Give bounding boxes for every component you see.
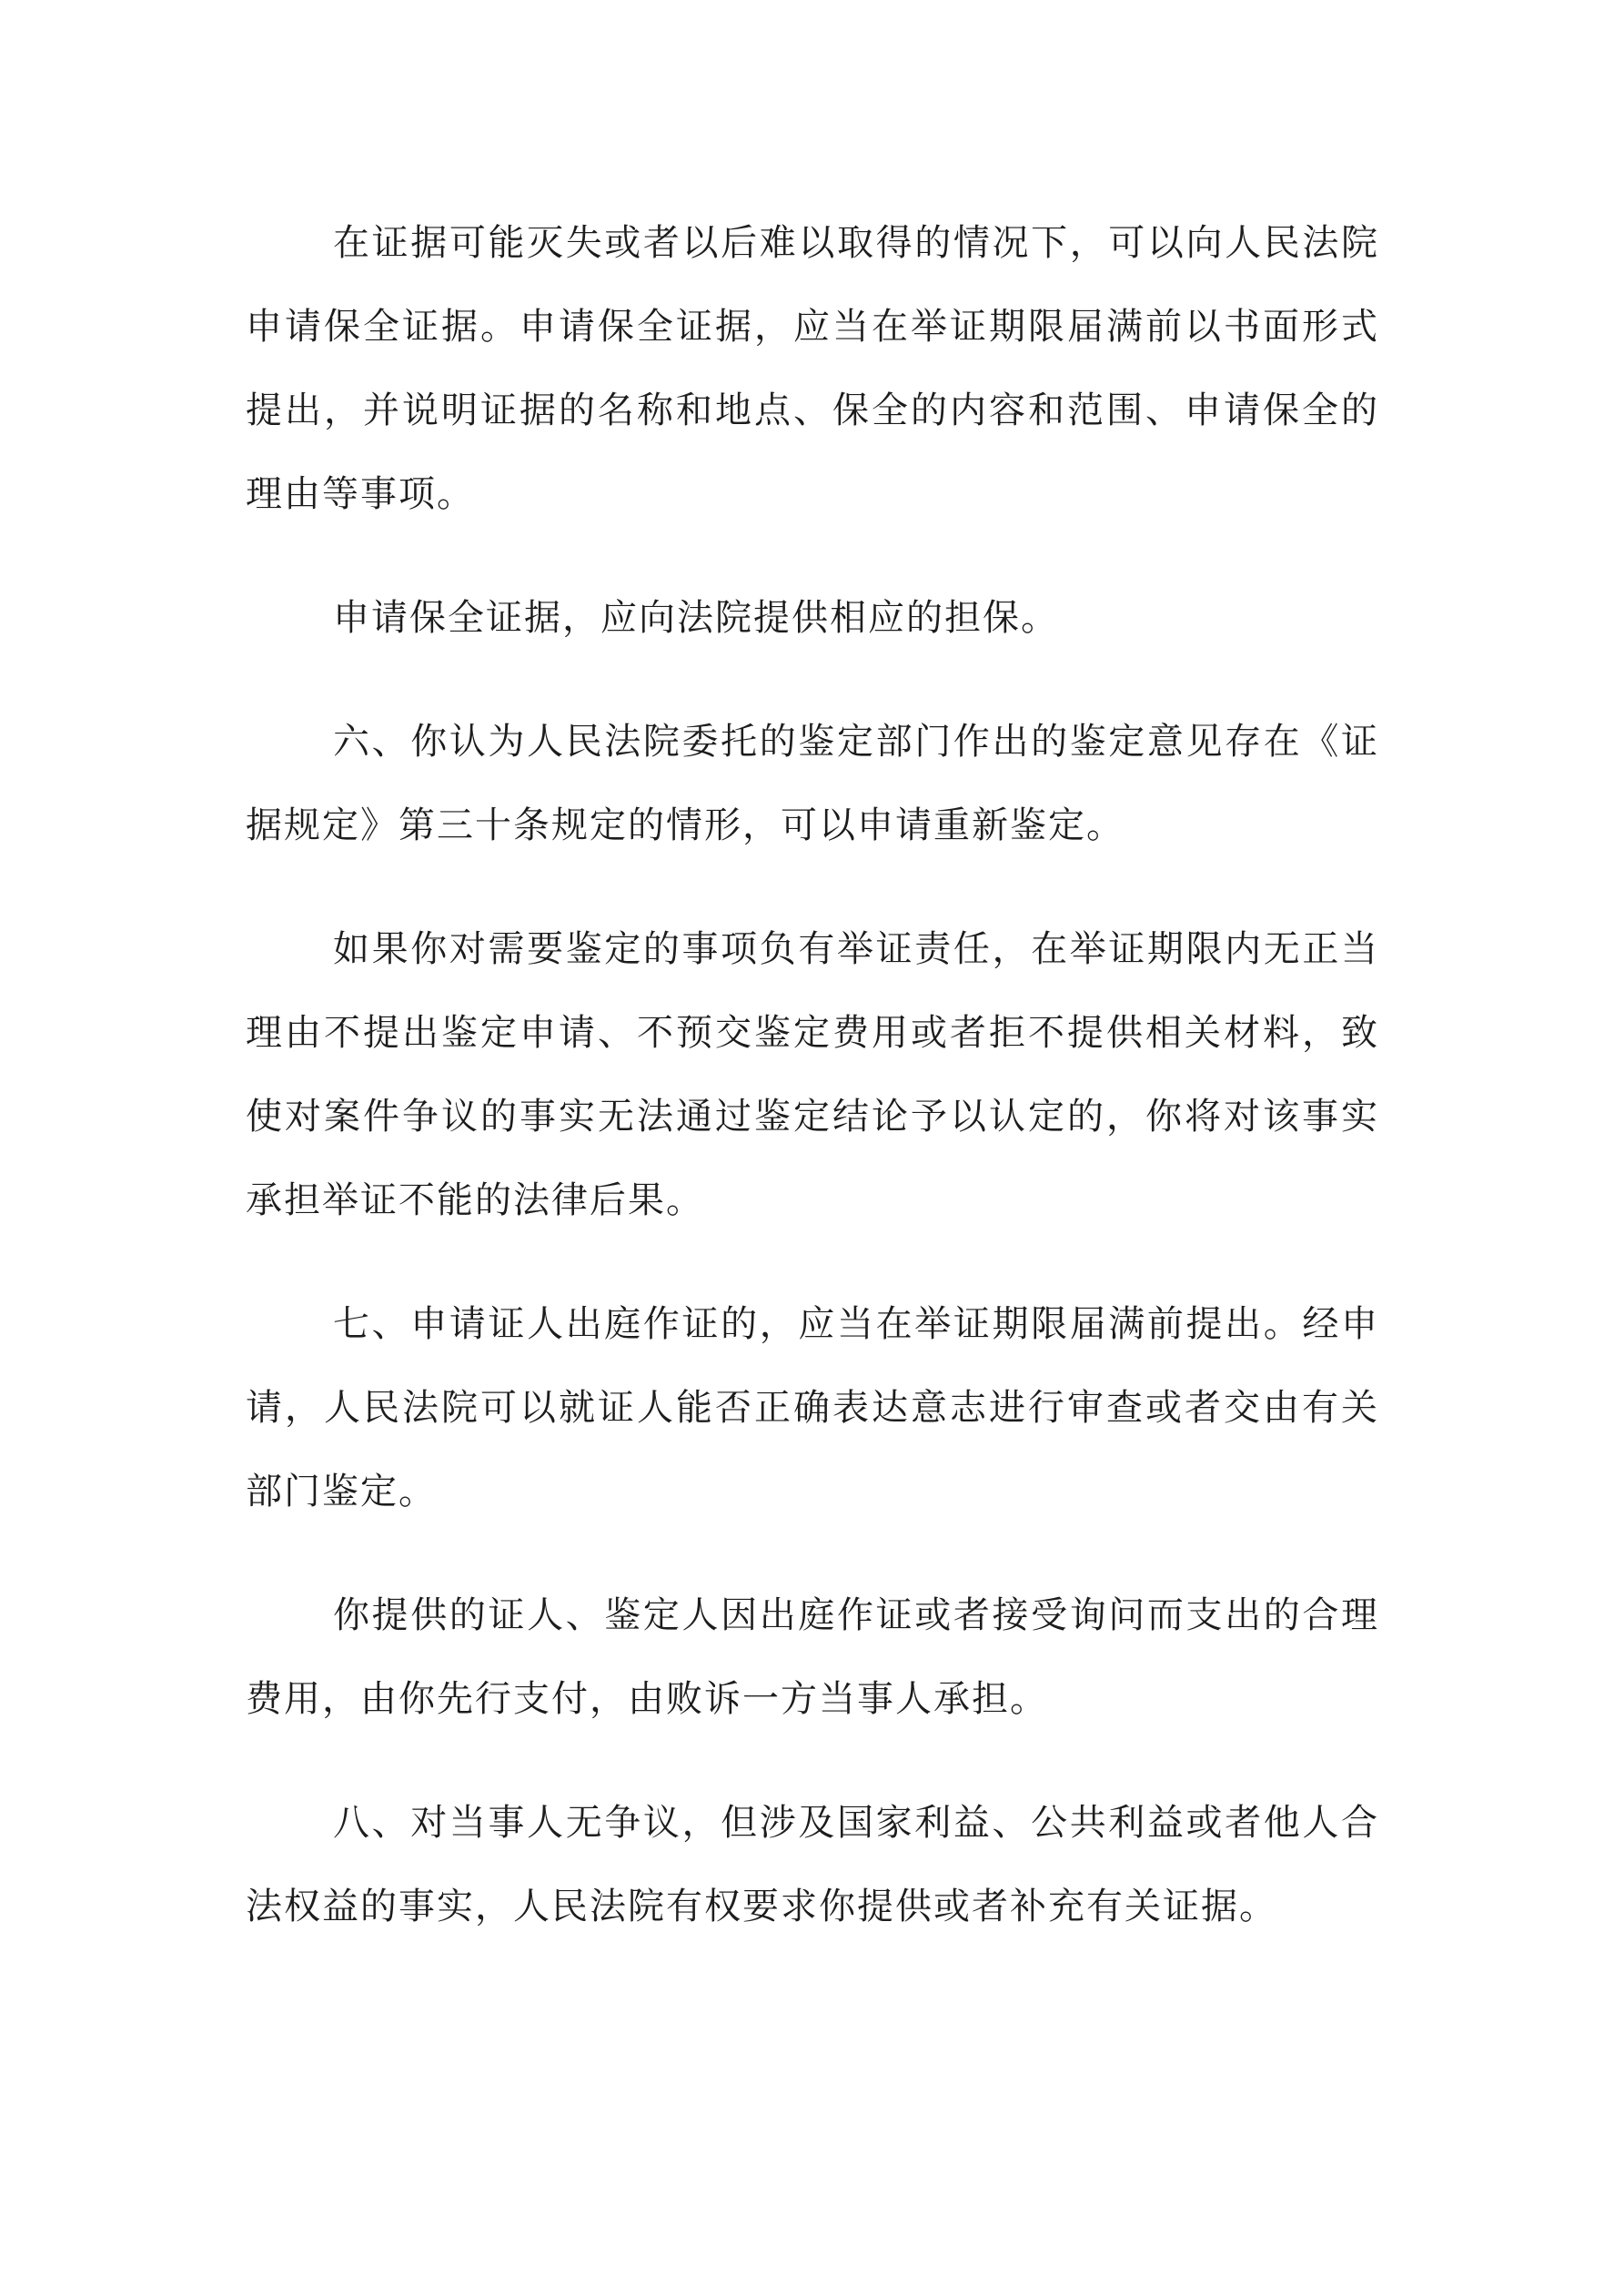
paragraph-witness-fees: 你提供的证人、鉴定人因出庭作证或者接受询问而支出的合理费用，由你先行支付，由败诉一方当事人承担。	[246, 1594, 1379, 1719]
paragraph-item-six-reappraisal: 六、你认为人民法院委托的鉴定部门作出的鉴定意见存在《证据规定》第三十条规定的情形，可以申请重新鉴定。	[246, 721, 1379, 845]
paragraph-appraisal-burden-of-proof: 如果你对需要鉴定的事项负有举证责任，在举证期限内无正当理由不提出鉴定申请、不预交鉴定费用或者拒不提供相关材料，致使对案件争议的事实无法通过鉴定结论予以认定的，你将对该事实承担举证不能的法律后果。	[246, 928, 1379, 1220]
text-column	[246, 201, 1379, 1988]
paragraph-item-seven-witness: 七、申请证人出庭作证的，应当在举证期限届满前提出。经申请，人民法院可以就证人能否正确表达意志进行审查或者交由有关部门鉴定。	[246, 1303, 1379, 1512]
paragraph-item-eight-public-interest: 八、对当事人无争议，但涉及国家利益、公共利益或者他人合法权益的事实，人民法院有权要求你提供或者补充有关证据。	[246, 1802, 1379, 1927]
paragraph-guarantee: 申请保全证据，应向法院提供相应的担保。	[333, 597, 1059, 638]
paragraph-evidence-preservation: 在证据可能灭失或者以后难以取得的情况下，可以向人民法院申请保全证据。申请保全证据，应当在举证期限届满前以书面形式提出，并说明证据的名称和地点、保全的内容和范围、申请保全的理由等事项。	[246, 222, 1379, 514]
